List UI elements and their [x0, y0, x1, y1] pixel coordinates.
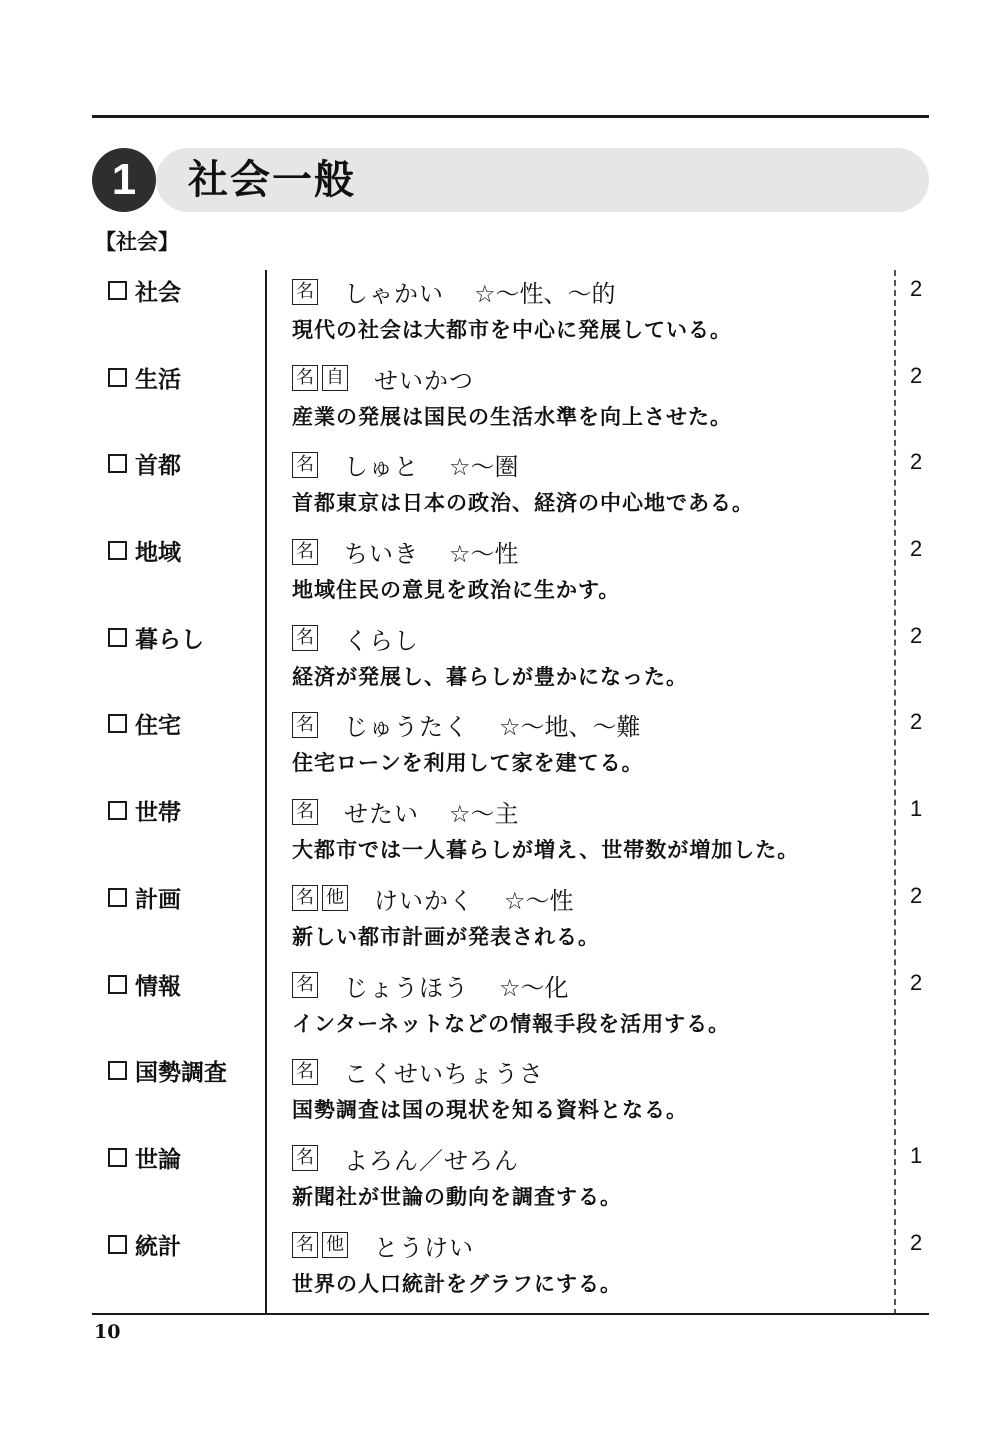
chapter-number-badge: 1: [92, 148, 156, 212]
term-text: 国勢調査: [135, 1060, 227, 1087]
derivatives: ☆〜圏: [449, 453, 519, 482]
reading: ちいき: [344, 540, 419, 569]
term-text: 計画: [135, 886, 181, 913]
term: [108, 968, 181, 1001]
level: 2: [910, 362, 923, 388]
term-info: [292, 794, 519, 829]
vocabulary-entry: [92, 964, 929, 1051]
level: 2: [910, 536, 923, 562]
checkbox[interactable]: [108, 628, 127, 647]
part-of-speech-tag: 名: [292, 1145, 318, 1171]
tags: [292, 279, 318, 305]
page-number: 10: [94, 1321, 121, 1343]
term: [108, 707, 181, 740]
part-of-speech-tag: 名: [292, 279, 318, 305]
checkbox[interactable]: [108, 1235, 127, 1254]
vocabulary-entry: [92, 443, 929, 530]
reading: けいかく: [374, 886, 474, 915]
level: 2: [910, 449, 923, 475]
tags: [292, 885, 348, 911]
derivatives: ☆〜性、〜的: [474, 280, 616, 308]
level: 1: [910, 796, 923, 822]
term-text: 住宅: [135, 713, 181, 740]
reading: くらし: [344, 626, 419, 655]
reading: じゅうたく: [344, 713, 469, 742]
part-of-speech-tag: 他: [322, 885, 348, 911]
term-info: [292, 881, 574, 916]
part-of-speech-tag: 名: [292, 452, 318, 478]
vocabulary-entry: [92, 703, 929, 790]
term-info: [292, 968, 569, 1003]
bottom-rule: [92, 1313, 929, 1315]
checkbox[interactable]: [108, 454, 127, 473]
tags: [292, 625, 318, 651]
example-sentence: 新聞社が世論の動向を調査する。: [292, 1183, 622, 1209]
part-of-speech-tag: 名: [292, 539, 318, 565]
vocabulary-entry: [92, 877, 929, 964]
derivatives: ☆〜主: [449, 800, 519, 829]
tags: [292, 452, 318, 478]
term: [108, 794, 181, 827]
vocabulary-entry: [92, 1224, 929, 1311]
example-sentence: 大都市では一人暮らしが増え、世帯数が増加した。: [292, 837, 800, 863]
vocabulary-entry: [92, 270, 929, 357]
checkbox[interactable]: [108, 801, 127, 820]
part-of-speech-tag: 名: [292, 885, 318, 911]
reading: せいかつ: [374, 366, 474, 395]
term-text: 暮らし: [135, 626, 204, 653]
derivatives: ☆〜性: [449, 540, 519, 569]
vocabulary-entry: [92, 790, 929, 877]
checkbox[interactable]: [108, 1061, 127, 1080]
term: [108, 274, 181, 307]
example-sentence: インターネットなどの情報手段を活用する。: [292, 1010, 731, 1036]
part-of-speech-tag: 名: [292, 799, 318, 825]
term: [108, 1141, 181, 1174]
example-sentence: 住宅ローンを利用して家を建てる。: [292, 750, 644, 776]
checkbox[interactable]: [108, 888, 127, 907]
derivatives: ☆〜地、〜難: [499, 713, 641, 742]
part-of-speech-tag: 名: [292, 365, 318, 391]
checkbox[interactable]: [108, 541, 127, 560]
term-text: 首都: [135, 453, 181, 480]
term-text: 世帯: [135, 800, 181, 827]
term-text: 生活: [135, 366, 181, 393]
part-of-speech-tag: 他: [322, 1232, 348, 1258]
part-of-speech-tag: 自: [322, 365, 348, 391]
tags: [292, 1059, 318, 1085]
reading: こくせいちょうさ: [344, 1060, 544, 1089]
term-text: 地域: [135, 540, 181, 567]
term: [108, 447, 181, 480]
reading: しゃかい: [344, 280, 444, 308]
checkbox[interactable]: [108, 281, 127, 300]
tags: [292, 365, 348, 391]
term-info: [292, 447, 519, 482]
level: 2: [910, 622, 923, 648]
vocabulary-entry: [92, 1137, 929, 1224]
reading: じょうほう: [344, 973, 469, 1002]
term: [108, 1054, 227, 1087]
part-of-speech-tag: 名: [292, 1059, 318, 1085]
example-sentence: 産業の発展は国民の生活水準を向上させた。: [292, 403, 732, 429]
example-sentence: 地域住民の意見を政治に生かす。: [292, 577, 621, 603]
term-text: 情報: [135, 973, 181, 1000]
reading: しゅと: [344, 453, 419, 482]
vocabulary-entry: [92, 1050, 929, 1137]
checkbox[interactable]: [108, 714, 127, 733]
derivatives: ☆〜化: [499, 973, 569, 1002]
level: 2: [910, 709, 923, 735]
term-info: [292, 707, 641, 742]
term-text: 統計: [135, 1233, 181, 1260]
term-info: [292, 274, 616, 309]
tags: [292, 799, 318, 825]
level: 1: [910, 1142, 923, 1168]
term-text: 社会: [135, 280, 181, 306]
level: 2: [910, 1229, 923, 1255]
reading: せたい: [344, 800, 419, 829]
term-info: [292, 1054, 574, 1089]
level: 2: [910, 882, 923, 908]
chapter-header: [92, 148, 929, 212]
tags: [292, 1145, 318, 1171]
term-info: [292, 1228, 504, 1263]
level: 2: [910, 969, 923, 995]
tags: [292, 972, 318, 998]
term-text: 世論: [135, 1146, 181, 1173]
tags: [292, 712, 318, 738]
checkbox[interactable]: [108, 1148, 127, 1167]
term-info: [292, 621, 449, 656]
reading: とうけい: [374, 1233, 474, 1262]
vocabulary-list: [92, 270, 929, 1310]
example-sentence: 首都東京は日本の政治、経済の中心地である。: [292, 490, 754, 516]
chapter-title: 社会一般: [188, 157, 356, 203]
derivatives: ☆〜性: [504, 886, 574, 915]
term: [108, 881, 181, 914]
level: 2: [910, 276, 923, 301]
reading: よろん／せろん: [344, 1146, 519, 1175]
checkbox[interactable]: [108, 975, 127, 994]
term-info: [292, 361, 504, 396]
part-of-speech-tag: 名: [292, 712, 318, 738]
section-label: 【社会】: [95, 230, 179, 254]
checkbox[interactable]: [108, 368, 127, 387]
term: [108, 361, 181, 394]
vocabulary-entry: [92, 530, 929, 617]
example-sentence: 経済が発展し、暮らしが豊かになった。: [292, 663, 688, 689]
example-sentence: 世界の人口統計をグラフにする。: [292, 1270, 622, 1296]
tags: [292, 539, 318, 565]
term: [108, 1228, 181, 1261]
term: [108, 534, 181, 567]
vocabulary-entry: [92, 357, 929, 444]
term: [108, 621, 204, 654]
tags: [292, 1232, 348, 1258]
example-sentence: 新しい都市計画が発表される。: [292, 923, 600, 949]
term-info: [292, 1141, 549, 1176]
example-sentence: 国勢調査は国の現状を知る資料となる。: [292, 1097, 688, 1123]
example-sentence: 現代の社会は大都市を中心に発展している。: [292, 317, 732, 342]
part-of-speech-tag: 名: [292, 1232, 318, 1258]
term-info: [292, 534, 519, 569]
part-of-speech-tag: 名: [292, 625, 318, 651]
vocabulary-entry: [92, 617, 929, 704]
part-of-speech-tag: 名: [292, 972, 318, 998]
top-rule: [92, 115, 929, 118]
